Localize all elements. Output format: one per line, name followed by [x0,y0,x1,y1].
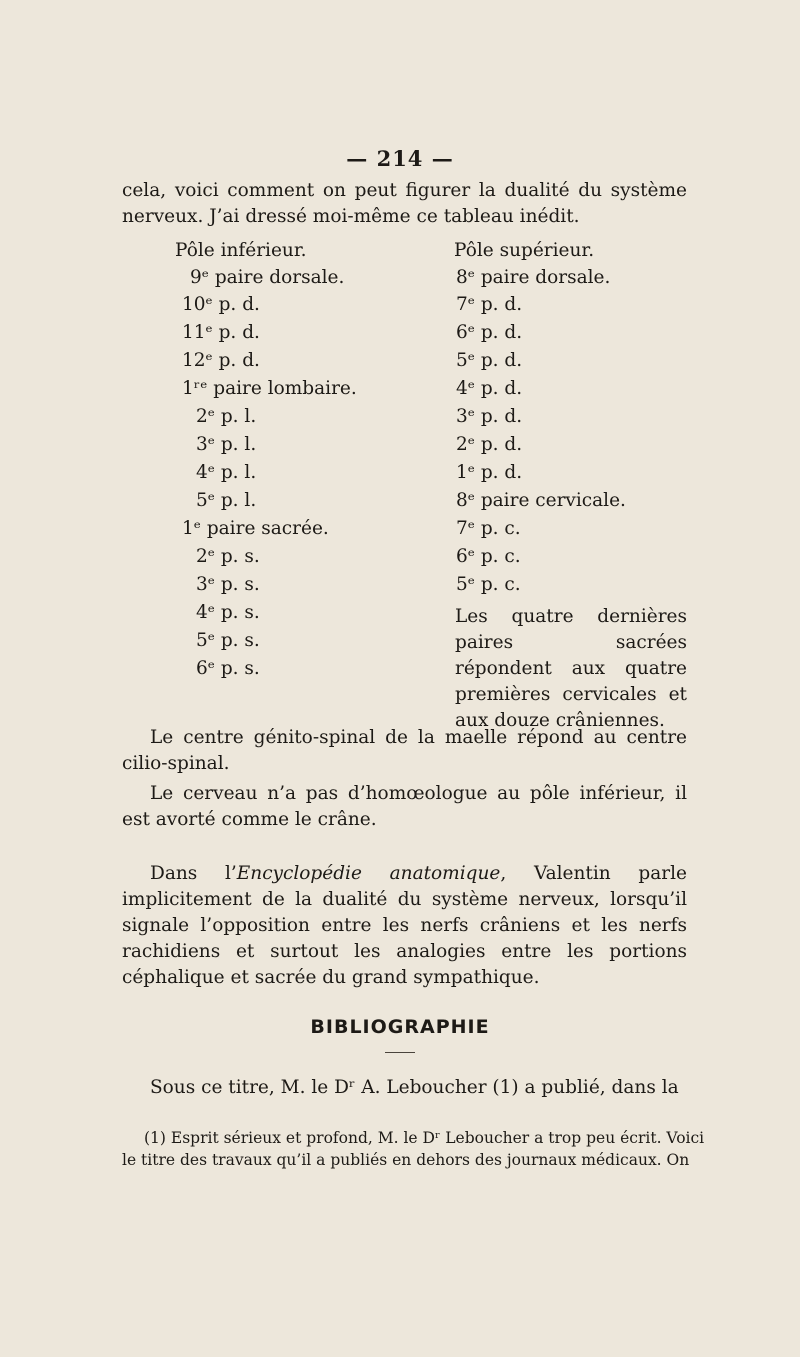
paragraph-bibliographie: Sous ce titre, M. le Dʳ A. Leboucher (1) a publié, dans la [150,1077,679,1098]
section-heading: BIBLIOGRAPHIE [310,1016,490,1038]
table-left-row: 12ᵉ p. d. [182,350,260,371]
heading-divider [385,1052,415,1053]
footnote [122,1127,705,1171]
table-right-row: 8ᵉ paire cervicale. [456,490,626,511]
table-right-row: 5ᵉ p. d. [456,350,523,371]
table-left-header: Pôle inférieur. [175,240,307,261]
table-right-row: 7ᵉ p. c. [456,518,521,539]
table-left-row: 4ᵉ p. l. [196,462,257,483]
table-left-row: 5ᵉ p. l. [196,490,257,511]
table-left-row: 2ᵉ p. l. [196,406,257,427]
table-right-row: 6ᵉ p. c. [456,546,521,567]
table-left-row: 3ᵉ p. l. [196,434,257,455]
paragraph-encyclopedie-start: Dans l’ [150,863,237,884]
footnote-line: le titre des travaux qu’il a publiés en dehors des journaux médicaux. On [122,1151,690,1169]
table-left-row: 6ᵉ p. s. [196,658,260,679]
table-left-row: 5ᵉ p. s. [196,630,260,651]
paragraph-cerveau: Le cerveau n’a pas d’homœologue au pôle inférieur, il est avorté comme le crâne. [122,783,687,830]
table-left-row: 9ᵉ paire dorsale. [190,267,345,288]
table-left-row: 10ᵉ p. d. [182,294,260,315]
table-left-row: 11ᵉ p. d. [182,322,260,343]
intro-paragraph: cela, voici comment on peut figurer la dualité du système nerveux. J’ai dressé moi-même ce tableau inédit. [122,180,687,227]
table-left-row: 4ᵉ p. s. [196,602,260,623]
table-left-row: 1ᵉ paire sacrée. [182,518,329,539]
page-number: — 214 — [346,146,454,171]
table-left-row: 1ʳᵉ paire lombaire. [182,378,357,399]
table-right-row: 4ᵉ p. d. [456,378,523,399]
table-left-row: 3ᵉ p. s. [196,574,260,595]
table-note: Les quatre dernières paires sacrées répondent aux quatre premières cervicales et aux douze crâniennes. [455,606,687,731]
table-right-row: 1ᵉ p. d. [456,462,523,483]
table-right-row: 3ᵉ p. d. [456,406,523,427]
table-right-row: 2ᵉ p. d. [456,434,523,455]
book-title: Encyclopédie anatomique [236,863,501,884]
paragraph-encyclopedie [122,861,687,991]
table-right-row: 7ᵉ p. d. [456,294,523,315]
paragraph-encyclopedie-rest: , Valentin parle implicitement de la dualité du système nerveux, lorsqu’il signale l’opposition entre les nerfs crâniens et les nerfs rachidiens et surtout les analogies entre les portions céphalique et sacrée du grand sympathique. [122,863,687,988]
table-left-row: 2ᵉ p. s. [196,546,260,567]
table-right-row: 8ᵉ paire dorsale. [456,267,611,288]
paragraph-centre-genito-spinal: Le centre génito-spinal de la maelle répond au centre cilio-spinal. [122,727,687,774]
footnote-line: (1) Esprit sérieux et profond, M. le Dʳ Leboucher a trop peu écrit. Voici [144,1129,705,1147]
table-right-header: Pôle supérieur. [454,240,595,261]
table-right-row: 6ᵉ p. d. [456,322,523,343]
table-right-row: 5ᵉ p. c. [456,574,521,595]
